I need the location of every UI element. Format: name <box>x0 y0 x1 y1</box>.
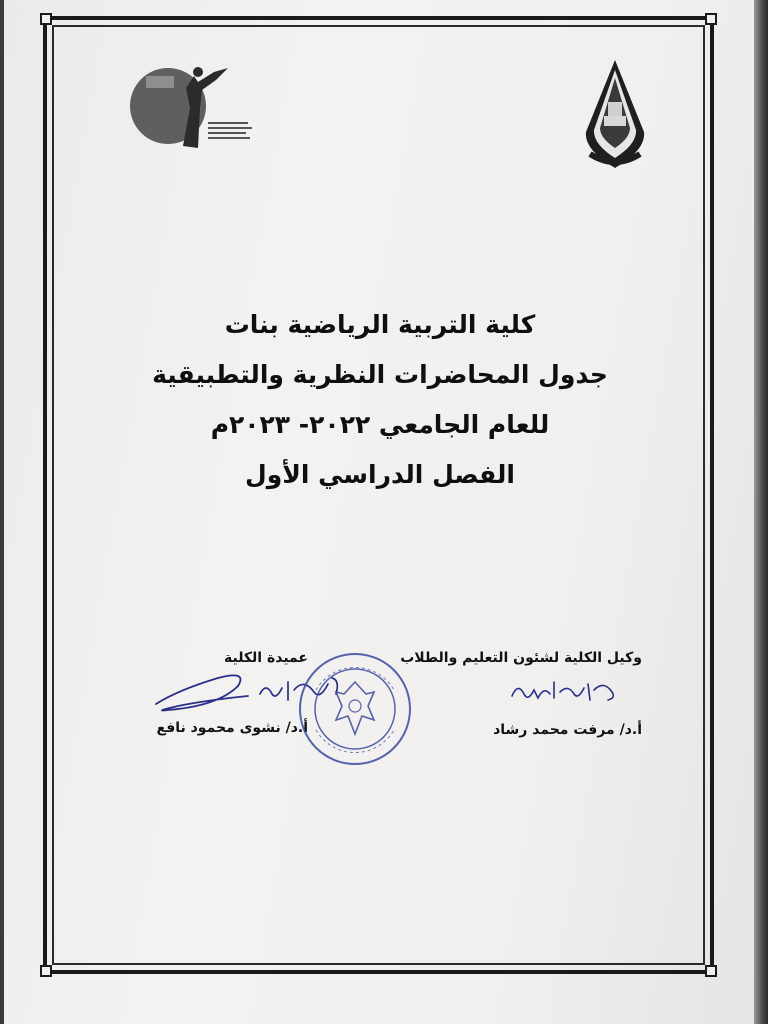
dean-signature-block <box>156 648 308 738</box>
dean-role: عميدة الكلية <box>223 650 308 666</box>
border-corner-bottom-left <box>40 965 52 977</box>
official-stamp <box>296 650 414 768</box>
page-edge-shadow <box>754 0 768 1024</box>
semester-title: الفصل الدراسي الأول <box>245 460 515 489</box>
faculty-name-title: كلية التربية الرياضية بنات <box>224 310 536 339</box>
academic-year-title: للعام الجامعي ٢٠٢٢- ٢٠٢٣م <box>210 410 550 439</box>
vice-dean-name: أ.د/ مرفت محمد رشاد <box>493 722 642 738</box>
schedule-title: جدول المحاضرات النظرية والتطبيقية <box>152 360 608 389</box>
faculty-logo <box>128 58 258 158</box>
dean-name: أ.د/ نشوى محمود نافع <box>156 720 308 736</box>
vice-dean-signature-block <box>400 648 642 740</box>
university-logo <box>580 58 650 172</box>
border-corner-bottom-right <box>705 965 717 977</box>
vice-dean-role: وكيل الكلية لشئون التعليم والطلاب <box>400 650 642 666</box>
document-title-block <box>120 300 640 500</box>
border-corner-top-right <box>705 13 717 25</box>
border-corner-top-left <box>40 13 52 25</box>
